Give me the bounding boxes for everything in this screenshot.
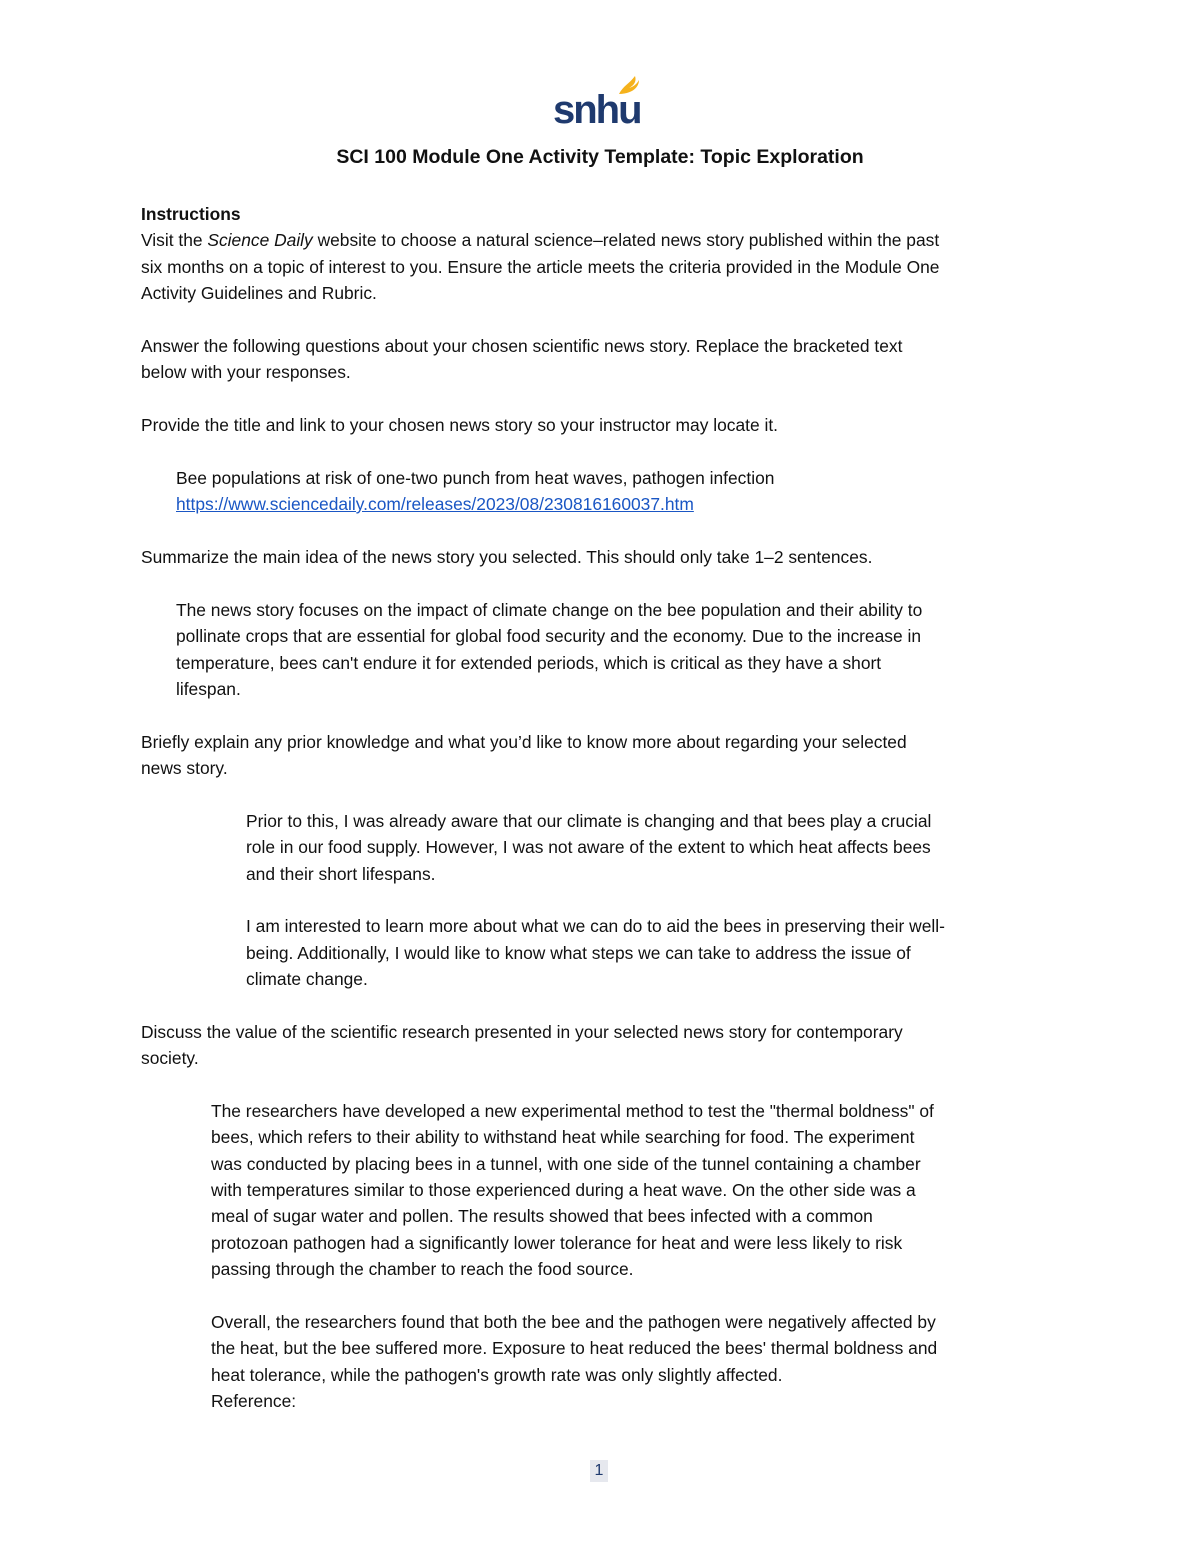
instructions-line-1: Visit the Science Daily website to choose a natural science–related news story published within the past — [141, 230, 940, 250]
answer-prompt-line-2: below with your responses. — [141, 362, 351, 382]
overall-line: heat tolerance, while the pathogen's growth rate was only slightly affected. — [211, 1365, 783, 1385]
question-3-prompt-line: Briefly explain any prior knowledge and what you’d like to know more about regarding your selected — [141, 732, 907, 752]
prior-knowledge-line: role in our food supply. However, I was not aware of the extent to which heat affects bees — [246, 837, 931, 857]
news-story-link[interactable]: https://www.sciencedaily.com/releases/2023/08/230816160037.htm — [176, 494, 694, 514]
research-line: The researchers have developed a new experimental method to test the "thermal boldness" of — [211, 1101, 934, 1121]
page-number: 1 — [590, 1460, 608, 1482]
answer-prompt-line-1: Answer the following questions about your chosen scientific news story. Replace the bracketed text — [141, 336, 903, 356]
snhu-logo — [553, 72, 643, 134]
instructions-line-3: Activity Guidelines and Rubric. — [141, 283, 377, 303]
logo-text: snhu — [553, 88, 641, 132]
page-title: SCI 100 Module One Activity Template: Topic Exploration — [336, 146, 864, 168]
prior-knowledge-line: Prior to this, I was already aware that our climate is changing and that bees play a crucial — [246, 811, 932, 831]
summary-line: temperature, bees can't endure it for extended periods, which is critical as they have a short — [176, 653, 882, 673]
reference-label: Reference: — [211, 1391, 297, 1411]
question-2-prompt: Summarize the main idea of the news story you selected. This should only take 1–2 sentences. — [141, 547, 873, 567]
question-4-prompt-line: society. — [141, 1048, 199, 1068]
summary-line: lifespan. — [176, 679, 241, 699]
summary-line: The news story focuses on the impact of climate change on the bee population and their ability to — [176, 600, 923, 620]
research-line: protozoan pathogen had a significantly lower tolerance for heat and were less likely to risk — [211, 1233, 903, 1253]
question-3-prompt-line: news story. — [141, 758, 228, 778]
question-4-prompt-line: Discuss the value of the scientific research presented in your selected news story for contemporary — [141, 1022, 903, 1042]
research-line: passing through the chamber to reach the food source. — [211, 1259, 634, 1279]
research-line: with temperatures similar to those experienced during a heat wave. On the other side was a — [211, 1180, 916, 1200]
science-daily-name: Science Daily — [207, 230, 313, 250]
interest-line: I am interested to learn more about what we can do to aid the bees in preserving their well- — [246, 916, 945, 936]
research-line: was conducted by placing bees in a tunnel, with one side of the tunnel containing a chamber — [211, 1154, 921, 1174]
research-line: bees, which refers to their ability to withstand heat while searching for food. The experiment — [211, 1127, 915, 1147]
overall-line: the heat, but the bee suffered more. Exposure to heat reduced the bees' thermal boldness and — [211, 1338, 938, 1358]
news-story-title: Bee populations at risk of one-two punch from heat waves, pathogen infection — [176, 468, 775, 488]
summary-line: pollinate crops that are essential for global food security and the economy. Due to the increase in — [176, 626, 922, 646]
research-line: meal of sugar water and pollen. The results showed that bees infected with a common — [211, 1206, 873, 1226]
instructions-heading: Instructions — [141, 204, 241, 224]
overall-line: Overall, the researchers found that both the bee and the pathogen were negatively affected by — [211, 1312, 936, 1332]
instructions-line-2: six months on a topic of interest to you. Ensure the article meets the criteria provided in the Module One — [141, 257, 940, 277]
question-1-prompt: Provide the title and link to your chosen news story so your instructor may locate it. — [141, 415, 778, 435]
interest-line: being. Additionally, I would like to know what steps we can take to address the issue of — [246, 943, 911, 963]
prior-knowledge-line: and their short lifespans. — [246, 864, 436, 884]
interest-line: climate change. — [246, 969, 368, 989]
